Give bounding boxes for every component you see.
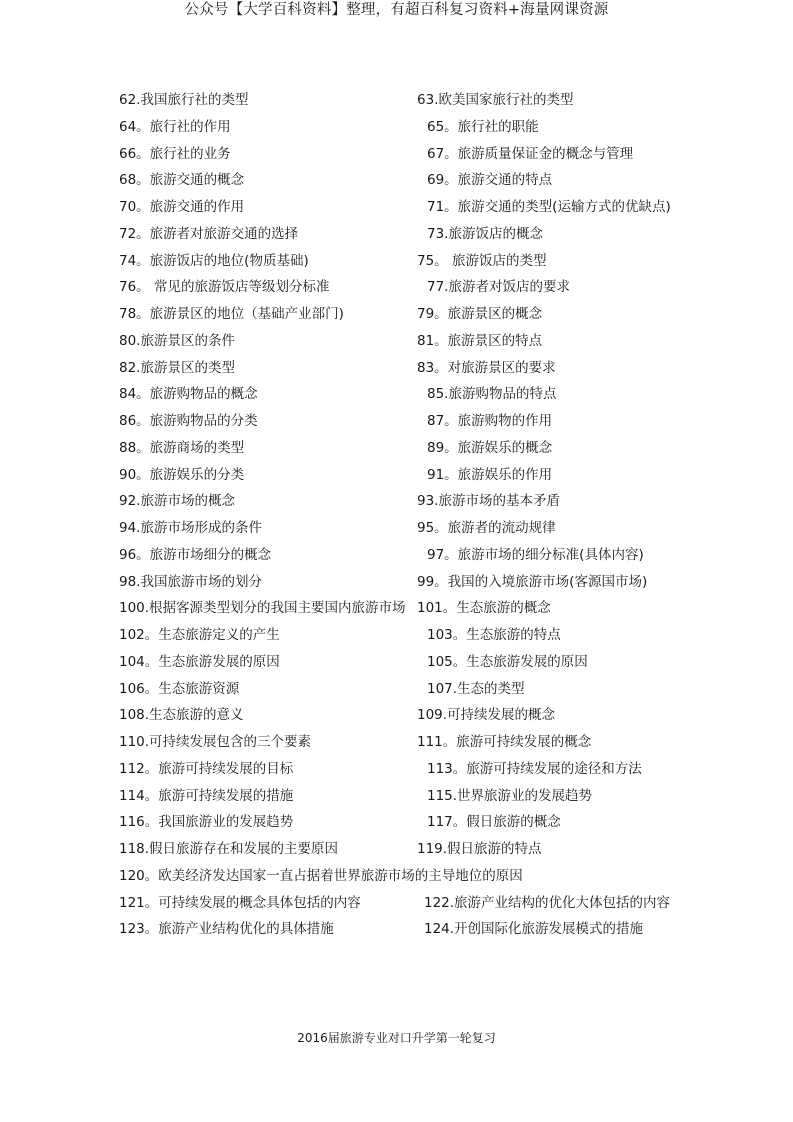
- outline-item-right: 124.开创国际化旅游发展模式的措施: [424, 921, 644, 938]
- outline-item-right: 91。旅游娱乐的作用: [427, 466, 553, 483]
- outline-item-left: 86。旅游购物品的分类: [119, 413, 258, 429]
- outline-item-left: 66。旅行社的业务: [119, 145, 231, 162]
- outline-item-right: 81。旅游景区的特点: [417, 332, 543, 349]
- outline-row: [0, 301, 793, 328]
- outline-item-right: 65。旅行社的职能: [427, 118, 539, 135]
- outline-item-right: 111。旅游可持续发展的概念: [417, 734, 592, 750]
- outline-item-left: 104。生态旅游发展的原因: [119, 653, 280, 670]
- outline-item-right: 95。旅游者的流动规律: [417, 520, 556, 536]
- outline-row: [0, 569, 793, 596]
- outline-item-right: 113。旅游可持续发展的途径和方法: [427, 760, 642, 777]
- outline-row: [0, 809, 793, 836]
- outline-row: [0, 515, 793, 542]
- outline-item-left: 100.根据客源类型划分的我国主要国内旅游市场: [119, 600, 406, 617]
- outline-row: [0, 756, 793, 783]
- outline-item-left: 120。欧美经济发达国家一直占据着世界旅游市场的主导地位的原因: [119, 867, 523, 884]
- outline-item-right: 63.欧美国家旅行社的类型: [417, 92, 574, 108]
- outline-row: [0, 916, 793, 943]
- outline-item-right: 67。旅游质量保证金的概念与管理: [427, 145, 634, 162]
- outline-item-left: 123。旅游产业结构优化的具体措施: [119, 921, 334, 938]
- outline-item-left: 84。旅游购物品的概念: [119, 386, 258, 403]
- outline-item-right: 93.旅游市场的基本矛盾: [417, 493, 560, 510]
- outline-item-right: 89。旅游娱乐的概念: [427, 439, 553, 456]
- outline-item-left: 68。旅游交通的概念: [119, 172, 245, 189]
- outline-item-left: 80.旅游景区的条件: [119, 332, 235, 349]
- outline-item-left: 106。生态旅游资源: [119, 680, 240, 697]
- outline-item-right: 115.世界旅游业的发展趋势: [427, 787, 593, 804]
- outline-item-right: 107.生态的类型: [427, 680, 525, 697]
- outline-item-right: 119.假日旅游的特点: [417, 841, 542, 857]
- outline-row: [0, 890, 793, 917]
- outline-item-right: 71。旅游交通的类型(运输方式的优缺点): [427, 199, 671, 215]
- outline-row: [0, 595, 793, 622]
- outline-row: [0, 381, 793, 408]
- outline-item-left: 64。旅行社的作用: [119, 118, 231, 135]
- outline-item-right: 103。生态旅游的特点: [427, 627, 561, 643]
- outline-item-right: 101。生态旅游的概念: [417, 600, 551, 617]
- outline-item-left: 118.假日旅游存在和发展的主要原因: [119, 841, 339, 857]
- outline-row: [0, 462, 793, 489]
- outline-item-left: 62.我国旅行社的类型: [119, 92, 249, 108]
- outline-row: [0, 729, 793, 756]
- outline-item-left: 82.旅游景区的类型: [119, 359, 235, 376]
- outline-item-left: 74。旅游饭店的地位(物质基础): [119, 252, 309, 269]
- outline-item-left: 78。旅游景区的地位（基础产业部门): [119, 306, 344, 322]
- outline-row: [0, 328, 793, 355]
- outline-row: [0, 141, 793, 168]
- outline-row: [0, 274, 793, 301]
- outline-row: [0, 542, 793, 569]
- outline-item-left: 102。生态旅游定义的产生: [119, 627, 280, 643]
- outline-list: [0, 87, 793, 943]
- outline-row: [0, 248, 793, 275]
- page-footer: 2016届旅游专业对口升学第一轮复习: [297, 1031, 496, 1045]
- outline-item-right: 105。生态旅游发展的原因: [427, 653, 588, 670]
- outline-row: [0, 649, 793, 676]
- outline-item-left: 88。旅游商场的类型: [119, 439, 245, 456]
- outline-item-left: 90。旅游娱乐的分类: [119, 466, 245, 483]
- outline-item-left: 114。旅游可持续发展的措施: [119, 787, 294, 804]
- outline-row: [0, 702, 793, 729]
- outline-row: [0, 435, 793, 462]
- outline-item-left: 92.旅游市场的概念: [119, 493, 235, 510]
- outline-item-right: 122.旅游产业结构的优化大体包括的内容: [424, 894, 671, 911]
- outline-item-right: 79。旅游景区的概念: [417, 306, 543, 322]
- outline-row: [0, 355, 793, 382]
- outline-item-left: 110.可持续发展包含的三个要素: [119, 734, 312, 750]
- outline-row: [0, 114, 793, 141]
- outline-row: [0, 836, 793, 863]
- page-header: 公众号【大学百科资料】整理，有超百科复习资料+海量网课资源: [184, 2, 609, 18]
- outline-item-left: 112。旅游可持续发展的目标: [119, 760, 294, 777]
- outline-item-right: 73.旅游饭店的概念: [427, 225, 543, 242]
- outline-item-right: 109.可持续发展的概念: [417, 707, 556, 724]
- outline-item-right: 85.旅游购物品的特点: [427, 386, 557, 403]
- outline-item-right: 83。对旅游景区的要求: [417, 359, 556, 376]
- outline-item-right: 77.旅游者对饭店的要求: [427, 279, 570, 296]
- outline-row: [0, 488, 793, 515]
- outline-row: [0, 863, 793, 890]
- outline-item-left: 72。旅游者对旅游交通的选择: [119, 225, 299, 242]
- outline-row: [0, 783, 793, 810]
- outline-item-left: 121。可持续发展的概念具体包括的内容: [119, 894, 361, 911]
- outline-row: [0, 676, 793, 703]
- outline-row: [0, 87, 793, 114]
- outline-item-left: 116。我国旅游业的发展趋势: [119, 814, 294, 831]
- outline-item-left: 96。旅游市场细分的概念: [119, 546, 272, 563]
- outline-row: [0, 221, 793, 248]
- outline-item-right: 75。 旅游饭店的类型: [417, 252, 547, 269]
- outline-item-right: 69。旅游交通的特点: [427, 172, 553, 189]
- outline-item-right: 97。旅游市场的细分标准(具体内容): [427, 546, 644, 563]
- outline-row: [0, 622, 793, 649]
- outline-row: [0, 408, 793, 435]
- outline-item-left: 98.我国旅游市场的划分: [119, 573, 262, 590]
- outline-item-right: 87。旅游购物的作用: [427, 413, 553, 429]
- outline-item-right: 99。我国的入境旅游市场(客源国市场): [417, 573, 648, 590]
- outline-item-left: 108.生态旅游的意义: [119, 707, 244, 724]
- outline-item-left: 94.旅游市场形成的条件: [119, 520, 262, 536]
- outline-item-left: 70。旅游交通的作用: [119, 199, 245, 215]
- outline-item-right: 117。假日旅游的概念: [427, 814, 561, 831]
- outline-row: [0, 167, 793, 194]
- outline-row: [0, 194, 793, 221]
- outline-item-left: 76。 常见的旅游饭店等级划分标准: [119, 279, 330, 296]
